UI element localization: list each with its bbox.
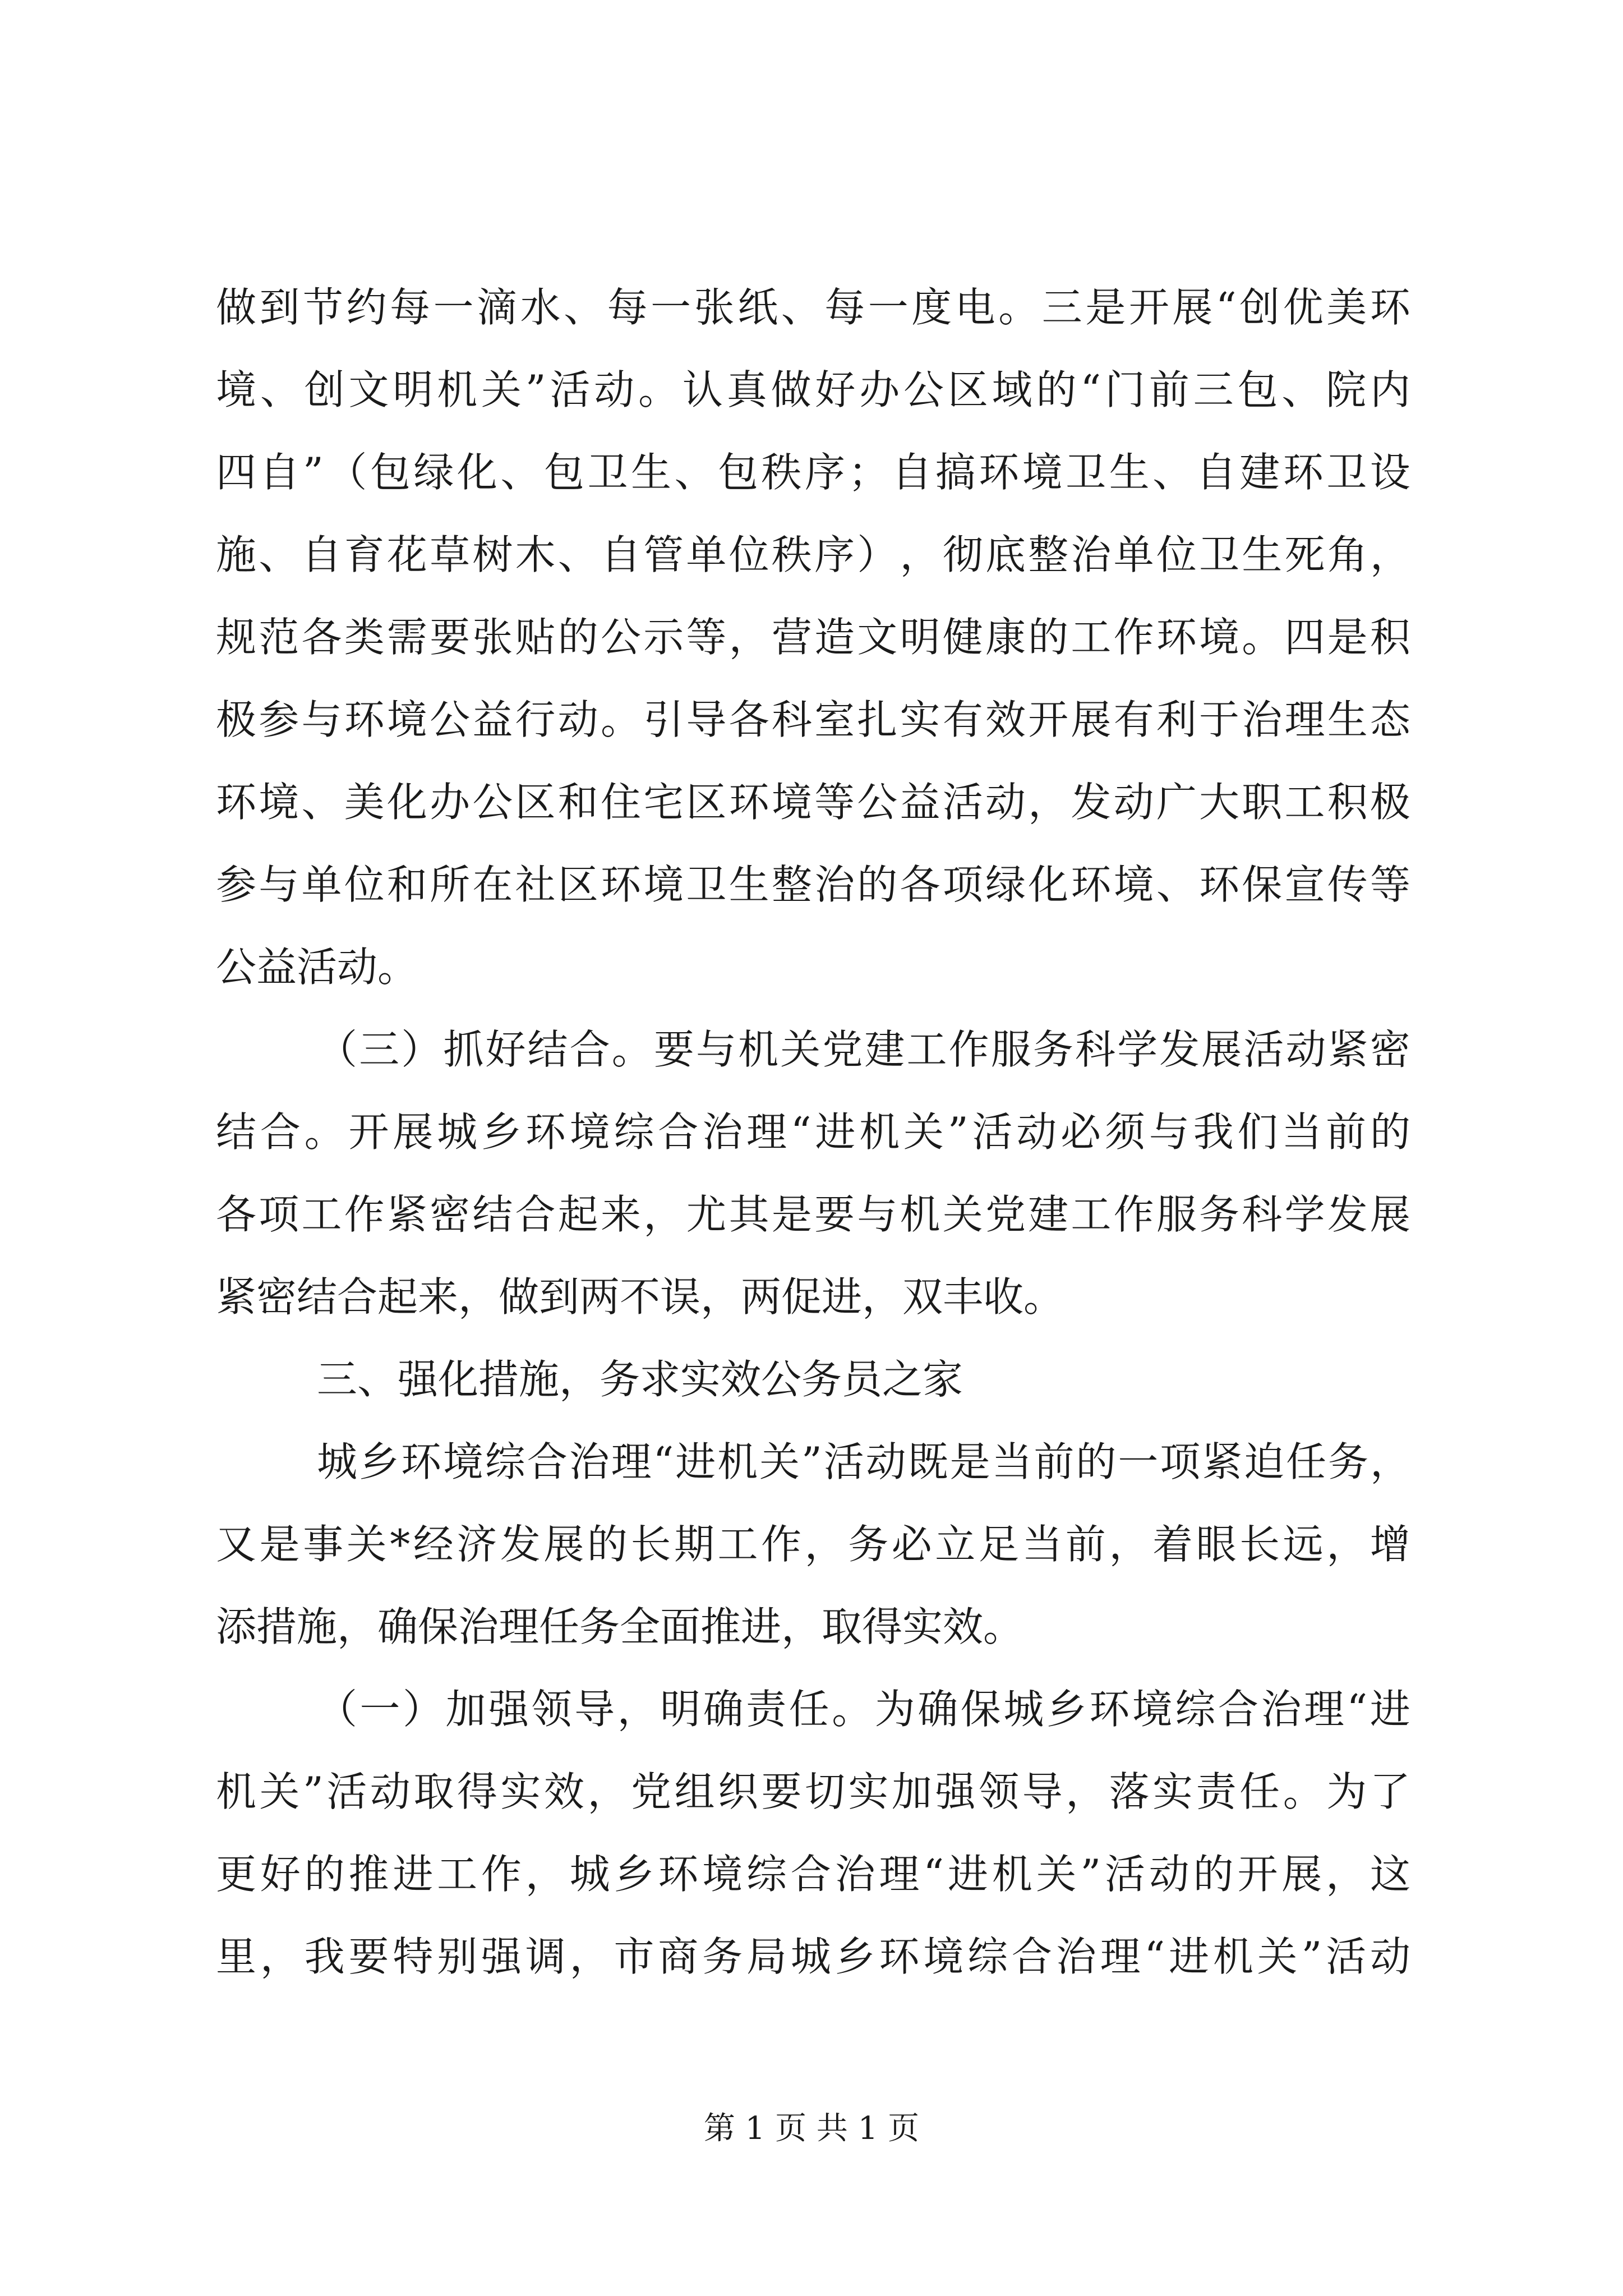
text-line: 里 ， 我 要 特 别 强 调 ， 市 商 务 局 城 乡 环 境 综 合 治 理 “ 进 机 关 ” 活 动	[216, 1933, 1410, 1980]
text-line: 结 合 。 开 展 城 乡 环 境 综 合 治 理 “ 进 机 关 ” 活 动 必 须 与 我 们 当 前 的	[216, 1108, 1410, 1156]
text-line: 又 是 事 关 * 经 济 发 展 的 长 期 工 作 ， 务 必 立 足 当 前 ， 着 眼 长 远 ， 增	[216, 1521, 1410, 1568]
text-line: （ 一 ） 加 强 领 导 ， 明 确 责 任 。 为 确 保 城 乡 环 境 综 合 治 理 “ 进	[317, 1686, 1410, 1733]
text-line: 环 境 、 美 化 办 公 区 和 住 宅 区 环 境 等 公 益 活 动 ， 发 动 广 大 职 工 积 极	[216, 779, 1410, 826]
text-line: 城 乡 环 境 综 合 治 理 “ 进 机 关 ” 活 动 既 是 当 前 的 一 项 紧 迫 任 务 ，	[317, 1438, 1410, 1485]
text-line: 更 好 的 推 进 工 作 ， 城 乡 环 境 综 合 治 理 “ 进 机 关 ” 活 动 的 开 展 ， 这	[216, 1851, 1410, 1898]
page-footer: 第 1 页 共 1 页	[703, 2110, 920, 2147]
text-line: 四 自 ” （ 包 绿 化 、 包 卫 生 、 包 秩 序 ； 自 搞 环 境 卫 生 、 自 建 环 卫 设	[216, 449, 1410, 496]
text-line: 极 参 与 环 境 公 益 行 动 。 引 导 各 科 室 扎 实 有 效 开 展 有 利 于 治 理 生 态	[216, 696, 1410, 743]
text-line: 参 与 单 位 和 所 在 社 区 环 境 卫 生 整 治 的 各 项 绿 化 环 境 、 环 保 宣 传 等	[216, 861, 1410, 908]
text-line: 紧密结合起来，做到两不误，两促进，双丰收。	[216, 1273, 1064, 1320]
text-line: 境 、 创 文 明 机 关 ” 活 动 。 认 真 做 好 办 公 区 域 的 “ 门 前 三 包 、 院 内	[216, 366, 1410, 413]
section-heading: 三、强化措施，务求实效公务员之家	[317, 1356, 963, 1403]
text-line: （ 三 ） 抓 好 结 合 。 要 与 机 关 党 建 工 作 服 务 科 学 发 展 活 动 紧 密	[317, 1026, 1410, 1073]
text-line: 公益活动。	[216, 944, 418, 991]
text-line: 机 关 ” 活 动 取 得 实 效 ， 党 组 织 要 切 实 加 强 领 导 ， 落 实 责 任 。 为 了	[216, 1768, 1410, 1815]
text-line: 各 项 工 作 紧 密 结 合 起 来 ， 尤 其 是 要 与 机 关 党 建 工 作 服 务 科 学 发 展	[216, 1191, 1410, 1238]
text-line: 规 范 各 类 需 要 张 贴 的 公 示 等 ， 营 造 文 明 健 康 的 工 作 环 境 。 四 是 积	[216, 614, 1410, 661]
text-line: 添措施，确保治理任务全面推进，取得实效。	[216, 1603, 1024, 1650]
document-body	[216, 266, 1410, 1998]
text-line: 做 到 节 约 每 一 滴 水 、 每 一 张 纸 、 每 一 度 电 。 三 是 开 展 “ 创 优 美 环	[216, 284, 1410, 331]
text-line: 施 、 自 育 花 草 树 木 、 自 管 单 位 秩 序 ） ， 彻 底 整 治 单 位 卫 生 死 角 ，	[216, 531, 1410, 578]
